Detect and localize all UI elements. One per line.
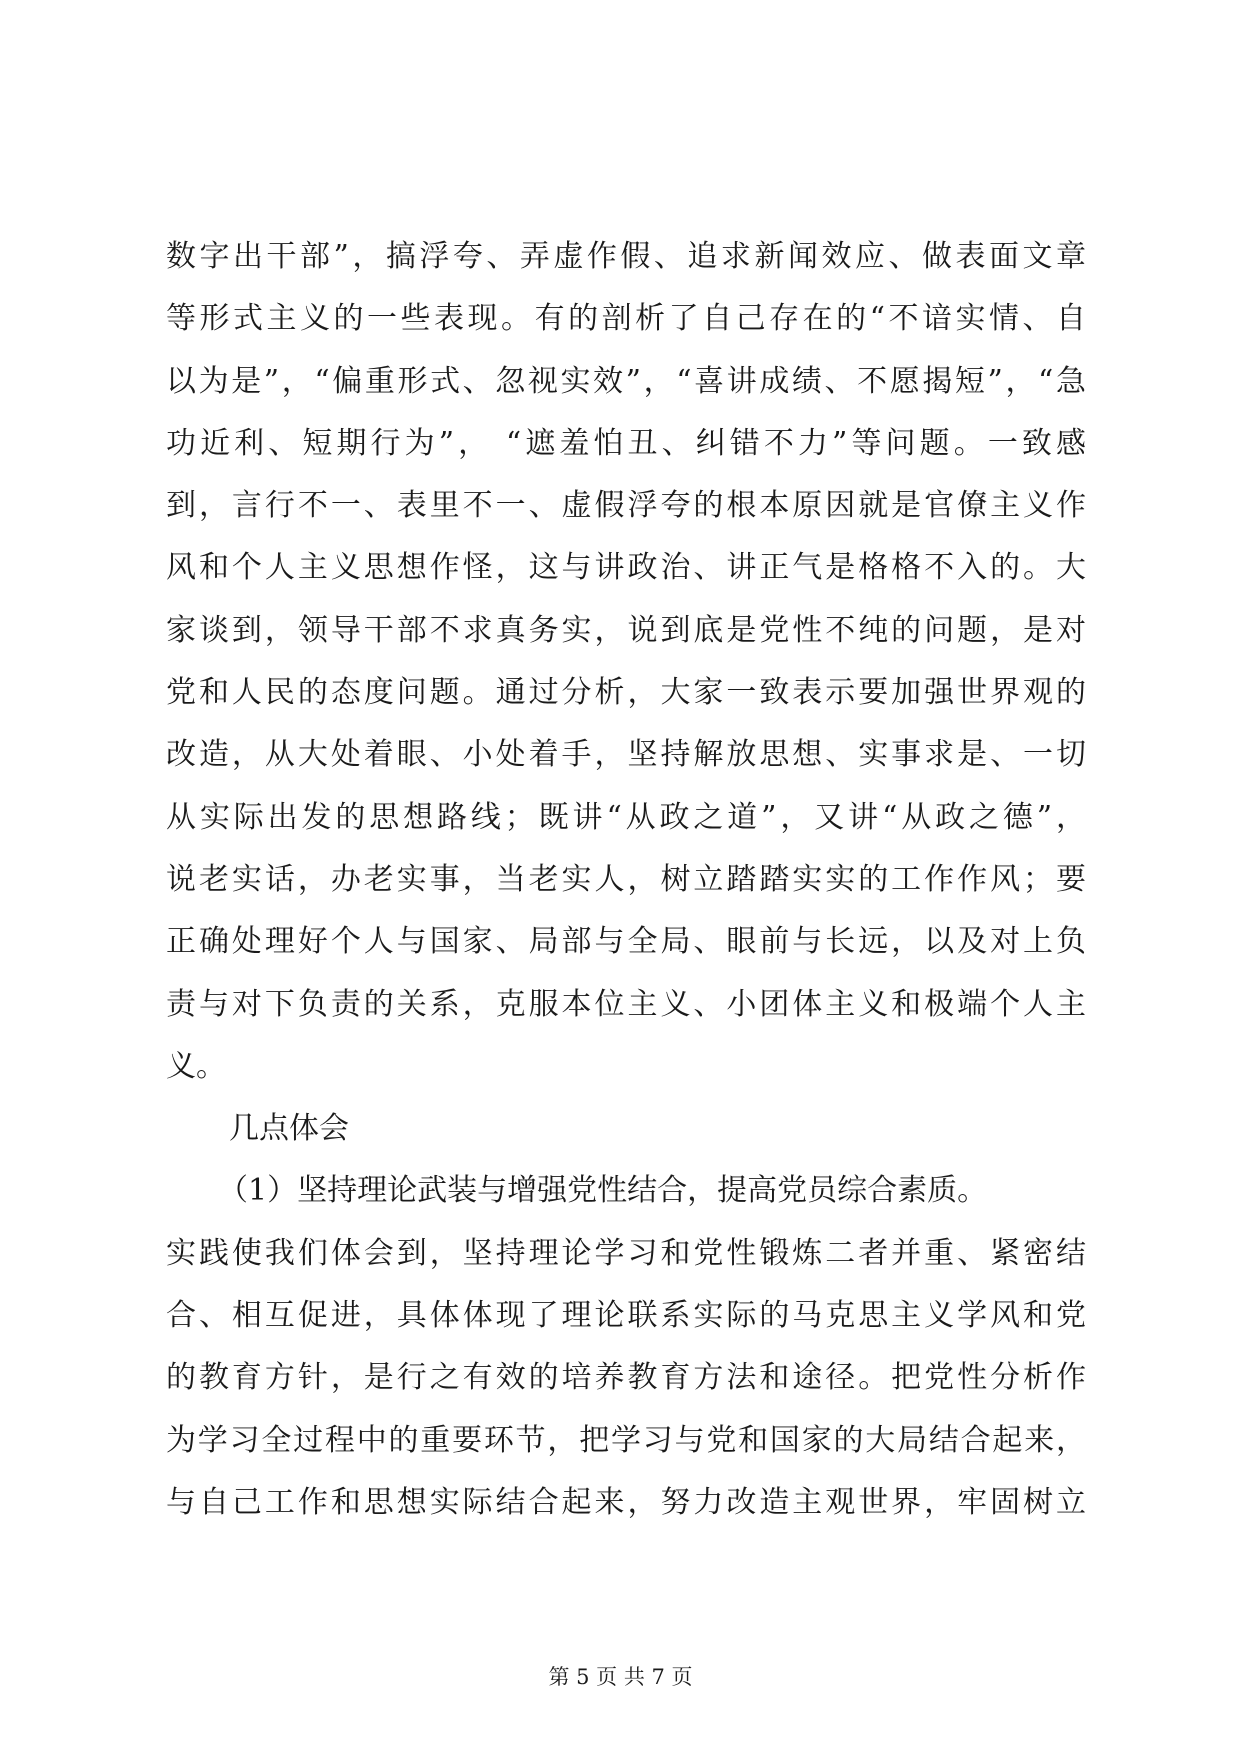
text-line: 义。 [166,1048,226,1084]
text-line: 到，言行不一、表里不一、虚假浮夸的根本原因就是官僚主义作 [166,488,1086,524]
page-number-footer: 第 5 页 共 7 页 [548,1665,693,1689]
text-line: 家谈到，领导干部不求真务实，说到底是党性不纯的问题，是对 [166,612,1086,648]
text-line: 正确处理好个人与国家、局部与全局、眼前与长远，以及对上负 [166,924,1086,960]
text-line: 风和个人主义思想作怪，这与讲政治、讲正气是格格不入的。大 [166,550,1086,586]
text-line: 责与对下负责的关系，克服本位主义、小团体主义和极端个人主 [166,986,1086,1022]
subsection-heading: （1）坚持理论武装与增强党性结合，提高党员综合素质。 [218,1173,988,1209]
text-line: 党和人民的态度问题。通过分析，大家一致表示要加强世界观的 [166,675,1086,711]
text-line: 等形式主义的一些表现。有的剖析了自己存在的“不谙实情、自 [166,301,1086,337]
text-line: 从实际出发的思想路线；既讲“从政之道”，又讲“从政之德”， [166,799,1086,835]
text-line: 实践使我们体会到，坚持理论学习和党性锻炼二者并重、紧密结 [166,1235,1086,1271]
text-line: 与自己工作和思想实际结合起来，努力改造主观世界，牢固树立 [166,1484,1086,1520]
text-line: 功近利、短期行为”， “遮羞怕丑、纠错不力”等问题。一致感 [166,425,1086,461]
body-text [166,226,1086,1534]
text-line: 说老实话，办老实事，当老实人，树立踏踏实实的工作作风；要 [166,861,1086,897]
text-line: 数字出干部”，搞浮夸、弄虚作假、追求新闻效应、做表面文章 [166,239,1086,274]
text-line: 合、相互促进，具体体现了理论联系实际的马克思主义学风和党 [166,1298,1086,1334]
text-line: 的教育方针，是行之有效的培养教育方法和途径。把党性分析作 [166,1360,1086,1396]
text-line: 以为是”，“偏重形式、忽视实效”，“喜讲成绩、不愿揭短”，“急 [166,363,1086,399]
text-line: 改造，从大处着眼、小处着手，坚持解放思想、实事求是、一切 [166,737,1086,773]
text-line: 为学习全过程中的重要环节，把学习与党和国家的大局结合起来， [166,1422,1086,1458]
section-heading: 几点体会 [229,1111,349,1147]
